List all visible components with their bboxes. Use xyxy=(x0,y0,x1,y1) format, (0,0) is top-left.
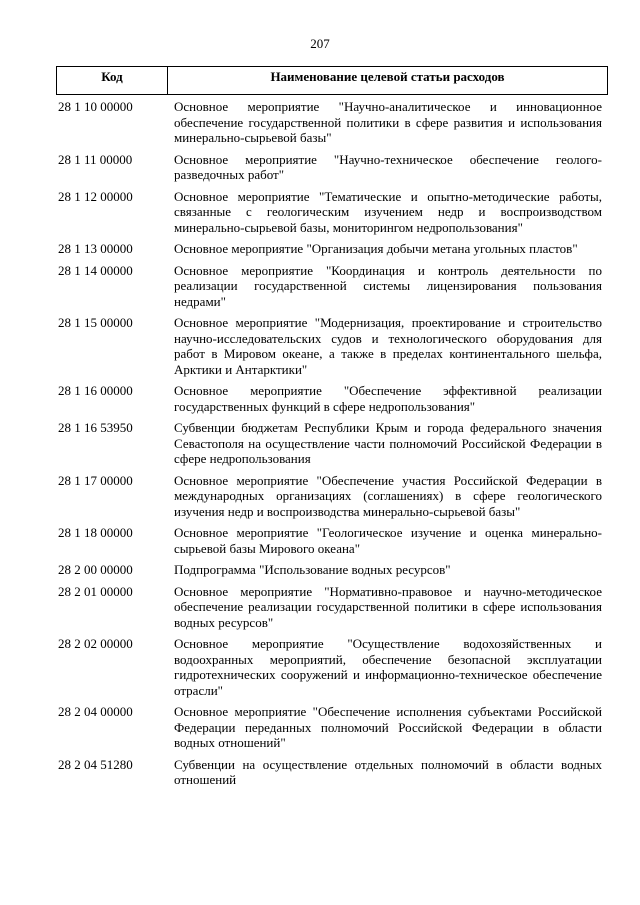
row-code: 28 1 13 00000 xyxy=(58,241,133,256)
table-row xyxy=(56,473,608,520)
table-row xyxy=(56,420,608,467)
table-row xyxy=(56,383,608,414)
row-code: 28 2 00 00000 xyxy=(58,562,133,577)
table-row xyxy=(56,757,608,788)
row-name: Субвенции бюджетам Республики Крым и города федерального значения Севастополя на осуществление части полномочий Российской Федерации в сфере недропользования xyxy=(174,420,602,466)
row-name: Подпрограмма "Использование водных ресурсов" xyxy=(174,562,451,577)
table-row xyxy=(56,525,608,556)
row-name: Основное мероприятие "Обеспечение эффективной реализации государственных функций в сфере недропользования" xyxy=(174,383,602,414)
row-name: Основное мероприятие "Организация добычи метана угольных пластов" xyxy=(174,241,578,256)
row-name: Основное мероприятие "Нормативно-правовое и научно-методическое обеспечение реализации государственной политики в сфере использования водных ресурсов" xyxy=(174,583,602,630)
row-name: Субвенции на осуществление отдельных полномочий в области водных отношений xyxy=(174,756,602,787)
table-body xyxy=(56,95,608,788)
table-row xyxy=(56,152,608,183)
row-code: 28 1 14 00000 xyxy=(58,262,133,278)
row-code: 28 1 15 00000 xyxy=(58,315,133,330)
page-number: 207 xyxy=(310,36,330,51)
row-code: 28 1 18 00000 xyxy=(58,525,133,540)
table-row xyxy=(56,636,608,698)
header-code: Код xyxy=(57,67,168,94)
row-code: 28 2 02 00000 xyxy=(58,636,133,651)
table-row xyxy=(56,263,608,310)
table-row xyxy=(56,99,608,146)
row-name: Основное мероприятие "Геологическое изучение и оценка минерально-сырьевой базы Мирового океана" xyxy=(174,525,602,556)
row-code: 28 2 04 00000 xyxy=(58,704,133,719)
row-code: 28 2 01 00000 xyxy=(58,583,133,599)
row-code: 28 1 11 00000 xyxy=(58,151,133,167)
row-name: Основное мероприятие "Модернизация, проектирование и строительство научно-исследовательских судов и технологического оборудования для работ в Мировом океане, а также в пределах континентального шельфа, Арктики и Антарктики" xyxy=(174,315,602,377)
budget-table xyxy=(56,66,608,794)
row-code: 28 1 12 00000 xyxy=(58,188,133,204)
header-name: Наименование целевой статьи расходов xyxy=(270,69,505,84)
table-row xyxy=(56,704,608,751)
table-row xyxy=(56,189,608,236)
table-row xyxy=(56,315,608,377)
row-name: Основное мероприятие "Координация и контроль деятельности по реализации государственной системы лицензирования пользования недрами" xyxy=(174,262,602,309)
row-code: 28 1 16 53950 xyxy=(58,420,133,435)
row-code: 28 2 04 51280 xyxy=(58,756,133,772)
table-header xyxy=(56,66,608,95)
row-code: 28 1 10 00000 xyxy=(58,99,133,114)
table-row xyxy=(56,584,608,631)
row-code: 28 1 17 00000 xyxy=(58,472,133,488)
row-name: Основное мероприятие "Обеспечение участия Российской Федерации в международных организациях (соглашениях) в сфере геологического изучения недр и воспроизводства минерально-сырьевой базы" xyxy=(174,472,602,519)
row-name: Основное мероприятие "Осуществление водохозяйственных и водоохранных мероприятий, обеспечение безопасной эксплуатации гидротехнических сооружений и информационно-техническое обеспечение отрасли" xyxy=(174,636,602,698)
table-row xyxy=(56,562,608,578)
row-name: Основное мероприятие "Научно-техническое обеспечение геолого-разведочных работ" xyxy=(174,151,602,182)
row-name: Основное мероприятие "Научно-аналитическое и инновационное обеспечение государственной политики в сфере развития и использования минерально-сырьевой базы" xyxy=(174,99,602,145)
table-row xyxy=(56,241,608,257)
row-name: Основное мероприятие "Обеспечение исполнения субъектами Российской Федерации переданных полномочий Российской Федерации в области водных отношений" xyxy=(174,704,602,750)
row-name: Основное мероприятие "Тематические и опытно-методические работы, связанные с геологическим изучением недр и воспроизводством минерально-сырьевой базы, мониторингом недропользования" xyxy=(174,188,602,235)
row-code: 28 1 16 00000 xyxy=(58,383,133,398)
